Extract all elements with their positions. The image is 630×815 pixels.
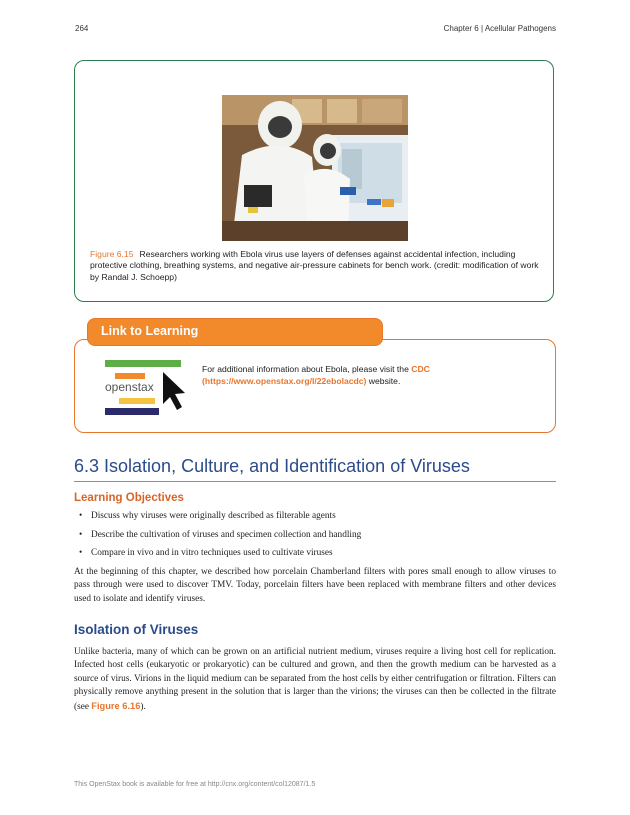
chapter-header: Chapter 6 | Acellular Pathogens <box>443 24 556 33</box>
figure-label: Figure 6.15 <box>90 249 134 259</box>
objective-item: • Compare in vivo and in vitro techniques used to cultivate viruses <box>74 547 556 566</box>
intro-paragraph: At the beginning of this chapter, we described how porcelain Chamberland filters with pores small enough to allow viruses to pass through were used to discover TMV. Today, porcelain filters have been replaced with membrane filters and other devices used to isolate and identify viruses. <box>74 567 556 604</box>
link-to-learning-box <box>74 339 556 433</box>
learning-objectives-title: Learning Objectives <box>74 492 184 504</box>
figure-caption <box>90 249 540 283</box>
openstax-logo-text: openstax <box>105 380 154 394</box>
page-footer: This OpenStax book is available for free at http://cnx.org/content/col12087/1.5 <box>74 781 316 788</box>
section-title: 6.3 Isolation, Culture, and Identification of Viruses <box>74 456 556 482</box>
ltl-text-before: For additional information about Ebola, please visit the <box>202 364 412 374</box>
page-number: 264 <box>75 24 89 33</box>
body-paragraph <box>74 646 556 714</box>
ebola-researchers-photo <box>222 95 408 241</box>
figure-box <box>74 60 554 302</box>
figure-caption-text: Researchers working with Ebola virus use layers of defenses against accidental infection, including protective clothing, breathing systems, and negative air-pressure cabinets for bench work. (credit: modification of work by Randal J. Schoepp) <box>90 249 539 282</box>
link-to-learning-tab <box>87 318 383 346</box>
objective-item: • Discuss why viruses were originally described as filterable agents <box>74 510 556 529</box>
cdc-link[interactable]: CDC (https://www.openstax.org/l/22ebolacdc) <box>202 364 430 386</box>
openstax-logo-icon <box>105 360 195 416</box>
link-to-learning-title: Link to Learning <box>101 324 199 338</box>
figure-6-16-link[interactable]: Figure 6.16 <box>91 700 141 711</box>
learning-objectives-list <box>74 510 556 566</box>
objective-item: • Describe the cultivation of viruses and specimen collection and handling <box>74 529 556 548</box>
body-end: ). <box>140 701 146 712</box>
subsection-title: Isolation of Viruses <box>74 622 199 637</box>
ltl-text-after: website. <box>366 376 401 386</box>
body-text: Unlike bacteria, many of which can be grown on an artificial nutrient medium, viruses require a living host cell for replication. Infected host cells (eukaryotic or prokaryotic) can be cultured and grown, and then the growth medium can be harvested as a source of virus. Virions in the liquid medium can be separated from the host cells by either centrifugation or filtration. Filters can physically remove anything present in the solution that is larger than the virions; the viruses can then be collected in the filtrate (see <box>74 647 556 712</box>
link-to-learning-text <box>202 363 472 387</box>
